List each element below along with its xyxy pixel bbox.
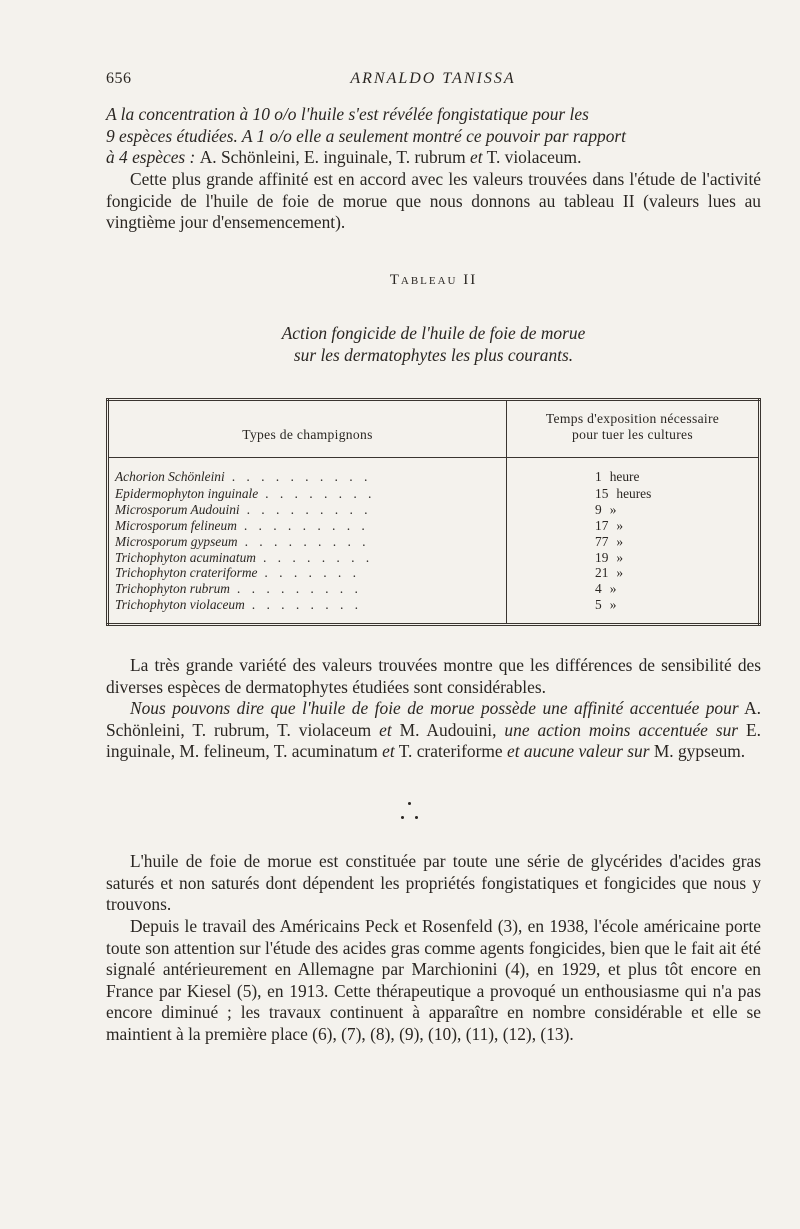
paragraph-2-text: Cette plus grande affinité est en accord avec les valeurs trouvées dans l'étude de l'activité fongicide de l'huile de foie de morue que nous donnons au tableau II (valeurs lues au vingtième jour d'ensemencement). <box>106 169 761 232</box>
table-subtitle-line-1: Action fongicide de l'huile de foie de morue <box>281 323 586 343</box>
species-name: Microsporum felineum <box>115 517 237 533</box>
dot-leader: . . . . . . . . <box>258 486 376 502</box>
species-cell <box>108 519 507 535</box>
table-row <box>108 566 760 582</box>
paragraph-1-line-2: 9 espèces étudiées. A 1 o/o elle a seulement montré ce pouvoir par rapport <box>106 125 627 146</box>
exposure-time-unit: » <box>616 565 624 581</box>
exposure-time-value: 15 <box>595 486 609 502</box>
table-row <box>108 551 760 567</box>
paragraph-6-text: Depuis le travail des Américains Peck et Rosenfeld (3), en 1938, l'école américaine porte toute son attention sur l'étude des acides gras comme agents fongicides, bien que le fait ait été signalé antérieurement en Allemagne par Marchionini (4), en 1929, et plus tôt encore en France par Kiesel (5), en 1913. Cette thérapeutique a provoqué un enthousiasme qui n'a pas encore diminué ; les travaux continuent à apparaître en nombre considérable et elle se maintient à la première place (6), (7), (8), (9), (10), (11), (12), (13). <box>106 916 761 1044</box>
exposure-time-unit: » <box>609 597 617 613</box>
exposure-time-unit: » <box>609 501 617 517</box>
species-cell <box>108 503 507 519</box>
paragraph-3 <box>106 655 761 698</box>
species-name: Trichophyton rubrum <box>115 581 230 597</box>
exposure-time-unit: » <box>616 549 624 565</box>
paragraph-3-text: La très grande variété des valeurs trouvées montre que les différences de sensibilité des diverses espèces de dermatophytes étudiées sont considérables. <box>106 655 761 697</box>
p4-roman-5: M. gypseum. <box>649 741 746 761</box>
paragraph-5-text: L'huile de foie de morue est constituée par toute une série de glycérides d'acides gras saturés et non saturés dont dépendent les propriétés fongistatiques et fongicides que nous y trouvons. <box>106 851 761 914</box>
species-cell <box>108 458 507 488</box>
paragraph-4 <box>106 698 761 763</box>
table-row <box>108 503 760 519</box>
dot-leader: . . . . . . . . <box>244 597 363 613</box>
exposure-time-cell <box>507 551 760 567</box>
species-name: Trichophyton acuminatum <box>115 549 256 565</box>
asterism-dot <box>415 816 418 819</box>
p4-roman-2: M. Audouini, <box>391 719 505 740</box>
species-name: Epidermophyton inguinale <box>115 486 259 502</box>
exposure-time-unit: » <box>616 533 624 549</box>
dot-leader: . . . . . . . . . <box>239 501 372 517</box>
exposure-time-value: 9 <box>595 501 602 517</box>
table-header-row <box>108 400 760 458</box>
table-row <box>108 487 760 503</box>
exposure-time-value: 5 <box>595 597 602 613</box>
species-cell <box>108 598 507 624</box>
species-name: Trichophyton crateriforme <box>115 565 258 581</box>
exposure-time-unit: » <box>616 517 624 533</box>
column-header-time <box>507 400 760 458</box>
paragraph-1-line-3 <box>106 147 761 169</box>
column-header-species: Types de champignons <box>108 400 507 458</box>
paragraph-4-text <box>106 698 761 763</box>
dot-leader: . . . . . . . . . . <box>224 469 372 484</box>
table-row <box>108 519 760 535</box>
exposure-time-unit: » <box>609 581 617 597</box>
page-number: 656 <box>106 70 132 87</box>
table-body <box>108 458 760 625</box>
paragraph-1-species-b: T. violaceum. <box>482 147 582 167</box>
species-name: Microsporum gypseum <box>115 533 238 549</box>
exposure-time-cell <box>507 487 760 503</box>
exposure-time-cell <box>507 566 760 582</box>
running-head: ARNALDO TANISSA <box>350 70 516 87</box>
table-subtitle-line-2: sur les dermatophytes les plus courants. <box>293 345 574 365</box>
page-header <box>106 70 760 94</box>
dot-leader: . . . . . . . . . <box>237 533 370 549</box>
table-title: Tableau II <box>389 272 478 288</box>
exposure-time-value: 4 <box>595 581 602 597</box>
dot-leader: . . . . . . . . <box>255 549 374 565</box>
exposure-time-cell <box>507 519 760 535</box>
table-row <box>108 458 760 488</box>
dot-leader: . . . . . . . . . <box>236 517 370 533</box>
paragraph-5 <box>106 851 761 916</box>
species-cell <box>108 582 507 598</box>
species-name: Achorion Schönleini <box>115 469 225 484</box>
paragraph-6 <box>106 916 761 1045</box>
paragraph-2 <box>106 169 761 234</box>
p4-roman-1: A. Schönleini, T. rubrum, T. violaceum <box>106 698 761 740</box>
p4-roman-4: T. crateriforme <box>394 741 507 761</box>
data-table <box>106 398 761 626</box>
exposure-time-value: 77 <box>595 533 609 549</box>
exposure-time-cell <box>507 598 760 624</box>
table-subtitle <box>106 322 761 366</box>
p4-italic-5: et aucune valeur sur <box>507 741 650 761</box>
p4-roman-3: E. inguinale, M. felineum, T. acuminatum <box>106 719 761 761</box>
exposure-time-cell <box>507 458 760 488</box>
species-name: Trichophyton violaceum <box>115 597 245 613</box>
asterism-dot <box>408 802 411 805</box>
exposure-time-unit: heures <box>616 486 652 502</box>
species-cell <box>108 551 507 567</box>
column-header-time-line-2: pour tuer les cultures <box>572 427 693 442</box>
exposure-time-value: 1 <box>595 469 602 484</box>
column-header-time-line-1: Temps d'exposition nécessaire <box>545 411 720 426</box>
species-cell <box>108 566 507 582</box>
p4-italic-2: et <box>379 719 392 740</box>
species-name: Microsporum Audouini <box>115 501 240 517</box>
dot-leader: . . . . . . . . . <box>229 581 363 597</box>
table-row <box>108 535 760 551</box>
table-row <box>108 582 760 598</box>
exposure-time-cell <box>507 535 760 551</box>
exposure-time-value: 19 <box>595 549 609 565</box>
asterism-dot <box>401 816 404 819</box>
exposure-time-cell <box>507 503 760 519</box>
section-divider-asterism <box>390 800 430 826</box>
species-cell <box>108 535 507 551</box>
dot-leader: . . . . . . . <box>257 565 361 581</box>
paragraph-1-species-a: A. Schönleini, E. inguinale, T. rubrum <box>199 147 471 167</box>
exposure-time-unit: heure <box>609 469 640 484</box>
species-cell <box>108 487 507 503</box>
paragraph-1-line-1: A la concentration à 10 o/o l'huile s'est révélée fongistatique pour les <box>106 104 589 124</box>
paragraph-1-et: et <box>470 147 483 167</box>
p4-italic-3: une action moins accentuée sur <box>504 719 739 740</box>
paragraph-1 <box>106 104 761 169</box>
paragraph-1-line-3-italic: à 4 espèces : <box>106 147 200 167</box>
p4-italic-4: et <box>382 741 395 761</box>
exposure-time-value: 17 <box>595 517 609 533</box>
exposure-time-value: 21 <box>595 565 609 581</box>
table-row <box>108 598 760 624</box>
p4-italic-1: Nous pouvons dire que l'huile de foie de morue possède une affinité accentuée pour <box>130 698 739 718</box>
exposure-time-cell <box>507 582 760 598</box>
